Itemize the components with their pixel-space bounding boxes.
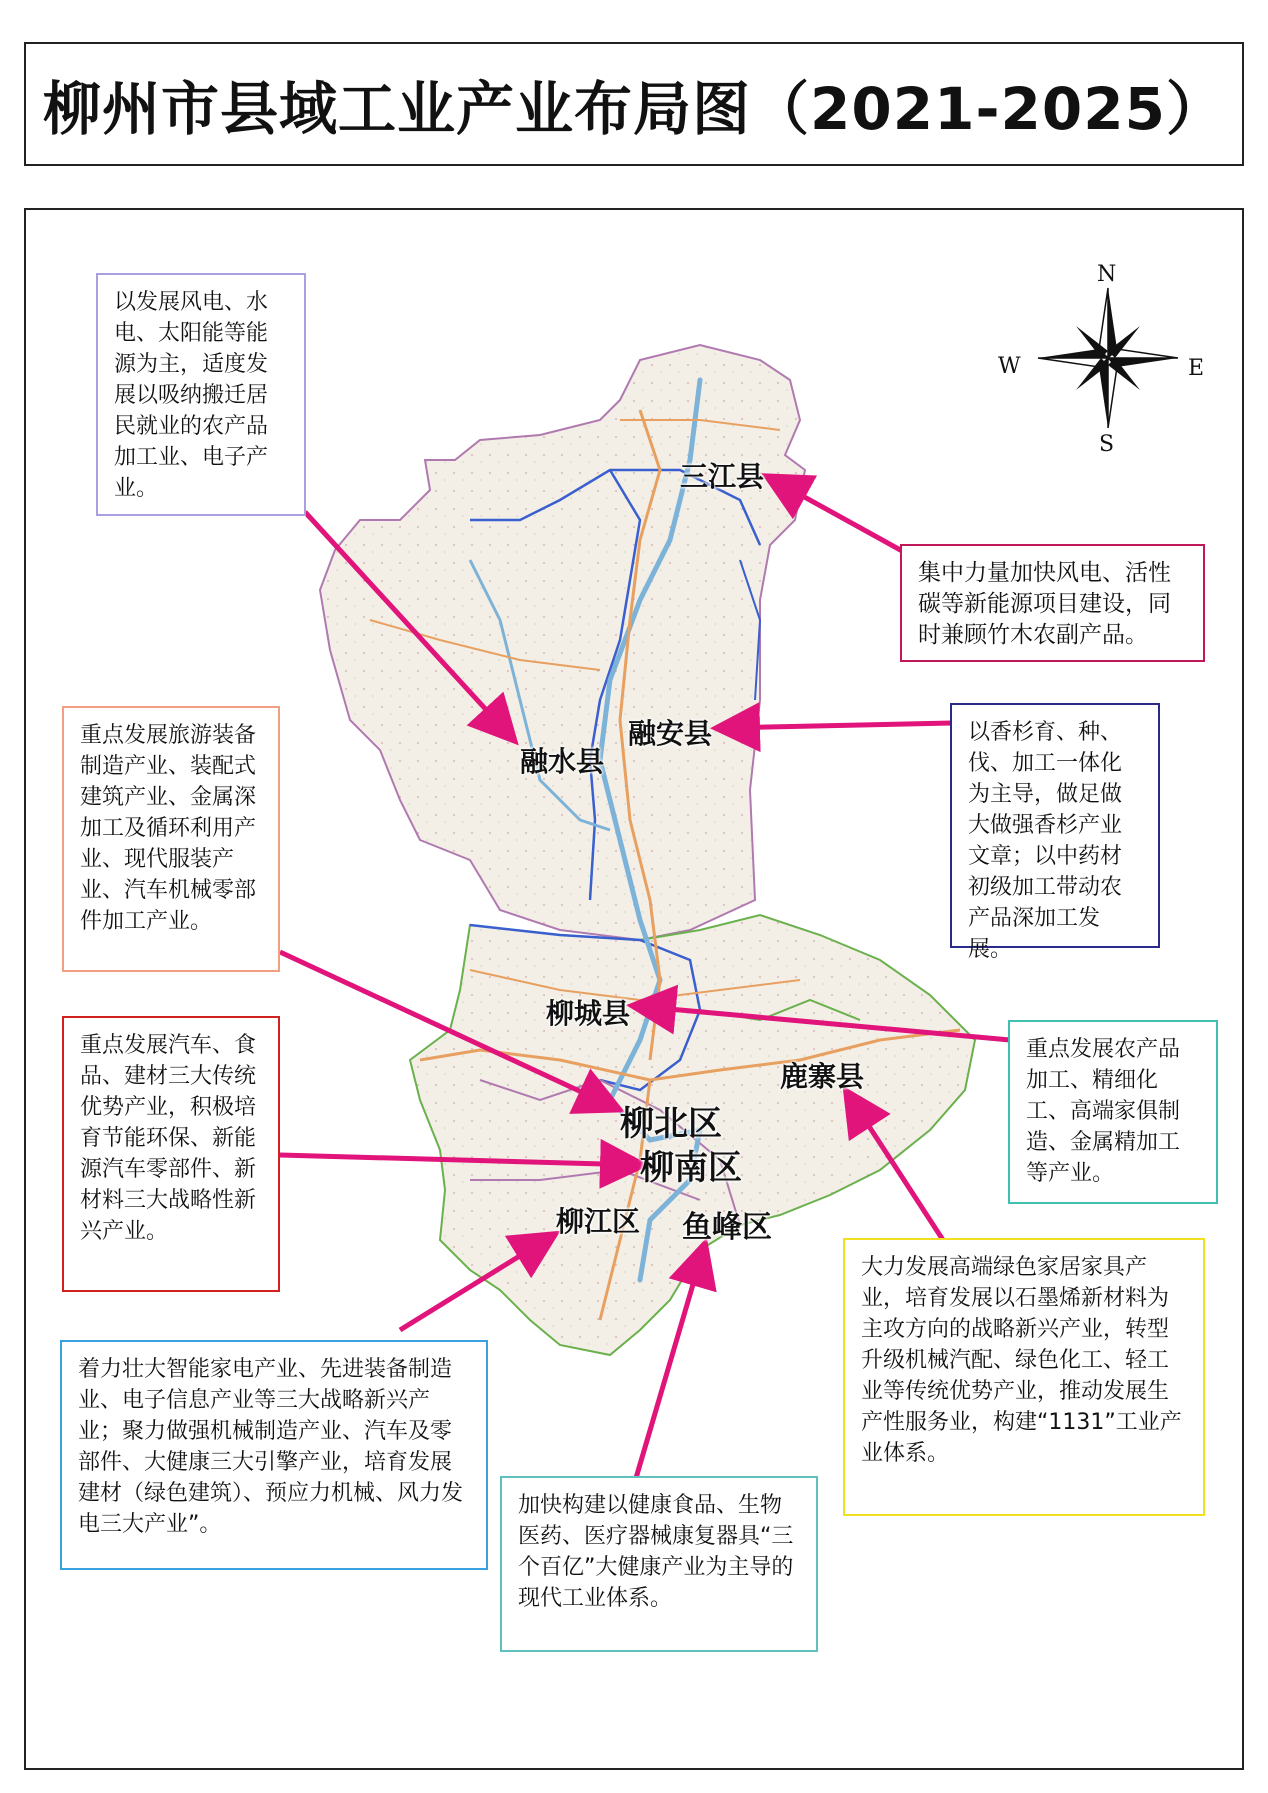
district-label-liubei: 柳北区 bbox=[620, 1104, 722, 1144]
district-label-sanjiang: 三江县 bbox=[680, 460, 765, 493]
note-liujiang: 着力壮大智能家电产业、先进装备制造业、电子信息产业等三大战略新兴产业；聚力做强机械制造产业、汽车及零部件、大健康三大引擎产业，培育发展建材（绿色建筑）、预应力机械、风力发电三大产业”。 bbox=[60, 1340, 488, 1570]
note-rongshui: 以发展风电、水电、太阳能等能源为主，适度发展以吸纳搬迁居民就业的农产品加工业、电子产业。 bbox=[96, 273, 306, 516]
compass-north-label: N bbox=[1097, 262, 1117, 287]
compass-south-label: S bbox=[1099, 432, 1115, 457]
compass-west-label: W bbox=[998, 354, 1021, 379]
note-rongan: 以香杉育、种、伐、加工一体化为主导，做足做大做强香杉产业文章；以中药材初级加工带动农产品深加工发展。 bbox=[950, 703, 1160, 948]
note-liucheng: 重点发展农产品加工、精细化工、高端家俱制造、金属精加工等产业。 bbox=[1008, 1020, 1218, 1204]
district-label-rongshui: 融水县 bbox=[520, 745, 605, 778]
note-liubei: 重点发展旅游装备制造产业、装配式建筑产业、金属深加工及循环利用产业、现代服装产业、汽车机械零部件加工产业。 bbox=[62, 706, 280, 972]
note-yufeng: 加快构建以健康食品、生物医药、医疗器械康复器具“三个百亿”大健康产业为主导的现代工业体系。 bbox=[500, 1476, 818, 1652]
northern-counties-area bbox=[320, 345, 805, 940]
district-label-liujiang: 柳江区 bbox=[556, 1205, 641, 1238]
district-label-rongan: 融安县 bbox=[628, 717, 713, 750]
district-label-liunan: 柳南区 bbox=[640, 1148, 742, 1188]
note-liunan: 重点发展汽车、食品、建材三大传统优势产业，积极培育节能环保、新能源汽车零部件、新材料三大战略性新兴产业。 bbox=[62, 1016, 280, 1292]
note-luzhai: 大力发展高端绿色家居家具产业，培育发展以石墨烯新材料为主攻方向的战略新兴产业，转型升级机械汽配、绿色化工、轻工业等传统优势产业，推动发展生产性服务业，构建“1131”工业产业体系。 bbox=[843, 1238, 1205, 1516]
note-sanjiang: 集中力量加快风电、活性碳等新能源项目建设，同时兼顾竹木农副产品。 bbox=[900, 544, 1205, 662]
district-label-yufeng: 鱼峰区 bbox=[682, 1210, 772, 1245]
compass-east-label: E bbox=[1188, 356, 1205, 381]
district-label-liucheng: 柳城县 bbox=[546, 997, 631, 1030]
page-title: 柳州市县域工业产业布局图（2021-2025） bbox=[43, 75, 1225, 143]
compass-rose bbox=[1038, 288, 1178, 428]
district-label-luzhai: 鹿寨县 bbox=[780, 1060, 865, 1093]
